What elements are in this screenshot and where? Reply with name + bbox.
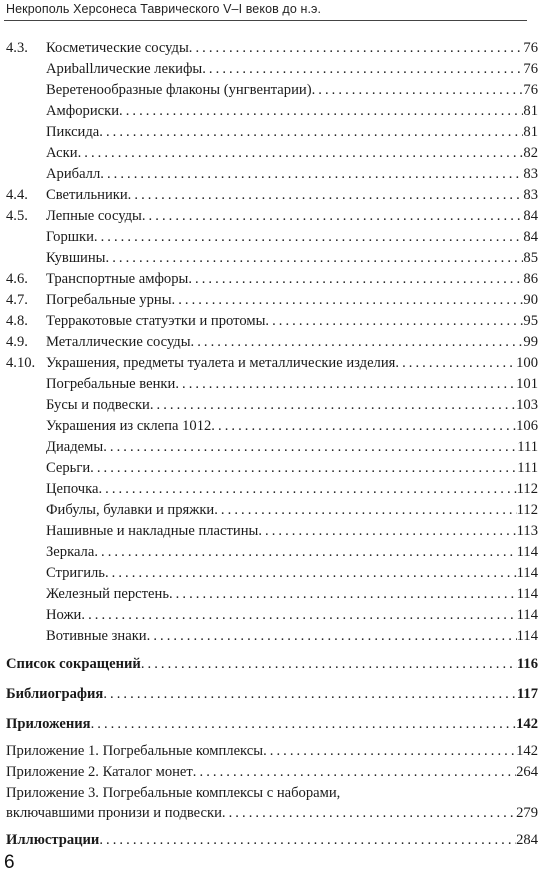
toc-entry[interactable] [6, 500, 538, 520]
entry-title: Библиография [6, 686, 104, 702]
dot-leader [81, 605, 516, 625]
dot-leader [150, 395, 516, 415]
dot-leader [175, 374, 516, 394]
entry-title: Аски [46, 145, 78, 161]
entry-page: 114 [516, 544, 538, 560]
entry-title: Горшки [46, 229, 94, 245]
entry-title: Нашивные и накладные пластины [46, 523, 259, 539]
entry-page: 90 [523, 292, 538, 308]
entry-title: Приложение 1. Погребальные комплексы [6, 743, 264, 759]
entry-page: 142 [516, 716, 538, 732]
toc-entry[interactable] [6, 584, 538, 604]
entry-page: 81 [523, 103, 538, 119]
entry-page: 114 [516, 607, 538, 623]
entry-title: Список сокращений [6, 656, 141, 672]
entry-page: 81 [523, 124, 538, 140]
entry-page: 99 [523, 334, 538, 350]
dot-leader [90, 458, 517, 478]
entry-page: 112 [516, 502, 538, 518]
toc-entry[interactable] [6, 783, 538, 803]
entry-page: 284 [516, 832, 538, 848]
toc-entry[interactable] [6, 626, 538, 646]
entry-page: 95 [523, 313, 538, 329]
entry-title: Металлические сосуды [46, 334, 191, 350]
entry-number: 4.4. [6, 187, 28, 203]
entry-page: 111 [517, 460, 538, 476]
entry-title: Пиксида [46, 124, 100, 140]
entry-title: Цепочка [46, 481, 99, 497]
dot-leader [193, 762, 516, 782]
entry-page: 84 [523, 229, 538, 245]
dot-leader [99, 122, 523, 142]
entry-page: 113 [516, 523, 538, 539]
dot-leader [263, 741, 516, 761]
dot-leader [169, 584, 517, 604]
toc-entry[interactable] [6, 143, 538, 163]
entry-title: Лепные сосуды [46, 208, 142, 224]
entry-page: 76 [523, 61, 538, 77]
dot-leader [147, 626, 517, 646]
entry-title: Стригиль [46, 565, 105, 581]
entry-title: Приложения [6, 716, 91, 732]
entry-page: 101 [516, 376, 538, 392]
dot-leader [214, 500, 516, 520]
entry-number: 4.10. [6, 355, 36, 371]
toc-entry[interactable] [6, 332, 538, 352]
entry-page: 103 [516, 397, 538, 413]
running-header: Некрополь Херсонеса Таврического V–I веков до н.э. [6, 2, 322, 16]
entry-title: Иллюстрации [6, 832, 100, 848]
entry-page: 85 [523, 250, 538, 266]
page-number: 6 [4, 852, 15, 873]
dot-leader [265, 311, 523, 331]
toc-entry[interactable] [6, 59, 538, 79]
entry-page: 83 [523, 166, 538, 182]
entry-title: Фибулы, булавки и пряжки [46, 502, 215, 518]
entry-number: 4.6. [6, 271, 28, 287]
dot-leader [94, 542, 516, 562]
entry-page: 116 [516, 656, 538, 672]
entry-page: 114 [516, 586, 538, 602]
entry-page: 111 [517, 439, 538, 455]
entry-page: 76 [523, 82, 538, 98]
entry-title: включавшими пронизи и подвески [6, 805, 222, 821]
entry-title: Украшения, предметы туалета и металлические изделия [46, 355, 396, 371]
entry-number: 4.8. [6, 313, 28, 329]
entry-title: Транспортные амфоры [46, 271, 189, 287]
toc-entry[interactable] [6, 248, 538, 268]
entry-page: 106 [516, 418, 538, 434]
dot-leader [211, 416, 516, 436]
entry-title: Вотивные знаки [46, 628, 147, 644]
entry-title: Погребальные урны [46, 292, 172, 308]
toc-entry[interactable] [6, 542, 538, 562]
entry-page: 100 [516, 355, 538, 371]
dot-leader [189, 38, 524, 58]
dot-leader [94, 227, 524, 247]
toc-entry[interactable] [6, 762, 538, 782]
dot-leader [119, 101, 523, 121]
entry-title: Арибалл [46, 166, 101, 182]
toc-entry[interactable] [6, 416, 538, 436]
entry-title: Терракотовые статуэтки и протомы [46, 313, 266, 329]
toc-entry[interactable] [6, 38, 538, 58]
dot-leader [128, 185, 524, 205]
toc-entry[interactable] [6, 122, 538, 142]
entry-title: Украшения из склепа 1012 [46, 418, 212, 434]
entry-title: Серьги [46, 460, 91, 476]
entry-page: 114 [516, 565, 538, 581]
toc-entry[interactable] [6, 227, 538, 247]
toc-entry-appendices[interactable] [6, 714, 538, 734]
entry-page: 142 [516, 743, 538, 759]
dot-leader [99, 830, 516, 850]
dot-leader [141, 654, 517, 674]
dot-leader [188, 269, 523, 289]
toc-entry[interactable] [6, 164, 538, 184]
entry-title: Амфориски [46, 103, 120, 119]
toc-entry[interactable] [6, 374, 538, 394]
dot-leader [191, 332, 524, 352]
entry-title: Погребальные венки [46, 376, 176, 392]
entry-page: 279 [516, 805, 538, 821]
dot-leader [103, 437, 517, 457]
toc-entry[interactable] [6, 101, 538, 121]
toc-entry[interactable] [6, 605, 538, 625]
entry-title: Приложение 3. Погребальные комплексы с наборами, [6, 785, 341, 801]
entry-number: 4.5. [6, 208, 28, 224]
entry-page: 114 [516, 628, 538, 644]
toc-entry[interactable] [6, 563, 538, 583]
toc-entry[interactable] [6, 395, 538, 415]
toc-entry[interactable] [6, 290, 538, 310]
dot-leader [202, 59, 523, 79]
toc-entry[interactable] [6, 269, 538, 289]
dot-leader [91, 714, 517, 734]
dot-leader [258, 521, 516, 541]
toc-entry[interactable] [6, 185, 538, 205]
dot-leader [142, 206, 524, 226]
entry-title: Косметические сосуды [46, 40, 189, 56]
entry-number: 4.3. [6, 40, 28, 56]
entry-title: Бусы и подвески [46, 397, 150, 413]
toc-entry[interactable] [6, 206, 538, 226]
toc-entry[interactable] [6, 479, 538, 499]
entry-title: Ариballлические лекифы [46, 61, 203, 77]
entry-title: Веретенообразные флаконы (унгвентарии) [46, 82, 312, 98]
entry-page: 82 [523, 145, 538, 161]
toc-entry[interactable] [6, 80, 538, 100]
toc-entry-illustrations[interactable] [6, 830, 538, 850]
entry-page: 76 [523, 40, 538, 56]
entry-page: 86 [523, 271, 538, 287]
toc-entry[interactable] [6, 353, 538, 373]
toc-entry[interactable] [6, 521, 538, 541]
entry-title: Зеркала [46, 544, 95, 560]
entry-title: Приложение 2. Каталог монет [6, 764, 193, 780]
toc-entry[interactable] [6, 437, 538, 457]
toc-entry-abbreviations[interactable] [6, 654, 538, 674]
toc-entry[interactable] [6, 458, 538, 478]
dot-leader [103, 684, 517, 704]
entry-page: 117 [516, 686, 538, 702]
entry-title: Ножи [46, 607, 82, 623]
dot-leader [312, 80, 524, 100]
entry-number: 4.7. [6, 292, 28, 308]
dot-leader [98, 479, 516, 499]
entry-title: Железный перстень [46, 586, 169, 602]
dot-leader [222, 803, 516, 823]
dot-leader [105, 563, 517, 583]
entry-number: 4.9. [6, 334, 28, 350]
entry-title: Диадемы [46, 439, 104, 455]
toc-entry[interactable] [6, 741, 538, 761]
dot-leader [395, 353, 516, 373]
entry-title: Светильники [46, 187, 128, 203]
dot-leader [78, 143, 524, 163]
toc-entry[interactable] [6, 803, 538, 823]
dot-leader [172, 290, 524, 310]
dot-leader [106, 248, 524, 268]
entry-page: 112 [516, 481, 538, 497]
entry-page: 83 [523, 187, 538, 203]
dot-leader [100, 164, 523, 184]
entry-page: 264 [516, 764, 538, 780]
toc-entry-bibliography[interactable] [6, 684, 538, 704]
entry-page: 84 [523, 208, 538, 224]
toc-entry[interactable] [6, 311, 538, 331]
entry-title: Кувшины [46, 250, 106, 266]
